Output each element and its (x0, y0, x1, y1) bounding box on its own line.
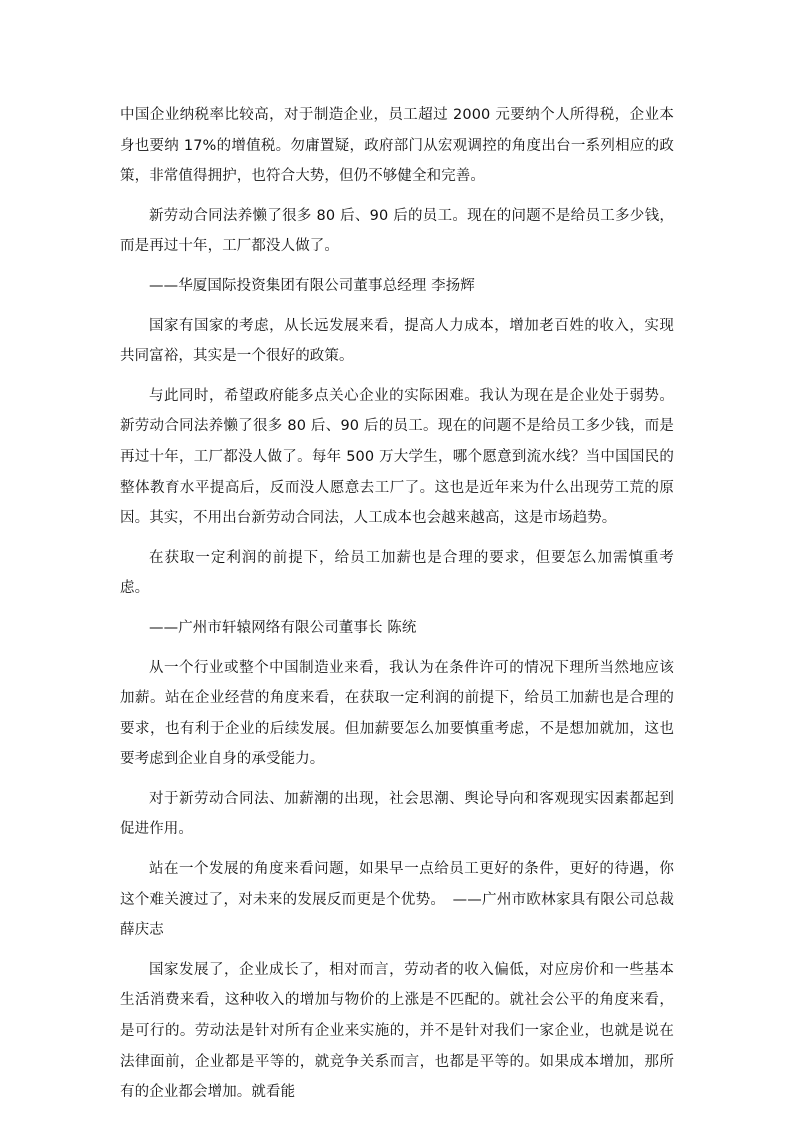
paragraph-social-factors: 对于新劳动合同法、加薪潮的出现，社会思潮、舆论导向和客观现实因素都起到促进作用。 (120, 790, 674, 838)
paragraph-development-view: 站在一个发展的角度来看问题，如果早一点给员工更好的条件，更好的待遇，你这个难关渡过了，对未来的发展反而更是个优势。 ——广州市欧林家具有限公司总裁 薛庆志 (120, 861, 674, 939)
paragraph-tax-rate: 中国企业纳税率比较高，对于制造企业，员工超过 2000 元要纳个人所得税，企业本身也要纳 17%的增值税。勿庸置疑，政府部门从宏观调控的角度出台一系列相应的政策，非常值得拥护，也符合大势，但仍不够健全和完善。 (120, 107, 674, 185)
paragraph-national-development: 国家发展了，企业成长了，相对而言，劳动者的收入偏低，对应房价和一些基本生活消费来看，这种收入的增加与物价的上涨是不匹配的。就社会公平的角度来看，是可行的。劳动法是针对所有企业来实施的，并不是针对我们一家企业，也就是说在法律面前，企业都是平等的，就竞争关系而言，也都是平等的。如果成本增加，那所有的企业都会增加。就看能 (120, 961, 674, 1101)
paragraph-enterprise-difficulty: 与此同时，希望政府能多点关心企业的实际困难。我认为现在是企业处于弱势。新劳动合同法养懒了很多 80 后、90 后的员工。现在的问题不是给员工多少钱，而是再过十年，工厂都没人做了。每年 500 万大学生，哪个愿意到流水线？当中国国民的整体教育水平提高后，反而没人愿意去工厂了。这也是近年来为什么出现劳工荒的原因。其实，不用出台新劳动合同法，人工成本也会越来越高，这是市场趋势。 (120, 387, 674, 527)
paragraph-labor-law-quote: 新劳动合同法养懒了很多 80 后、90 后的员工。现在的问题不是给员工多少钱，而是再过十年，工厂都没人做了。 (120, 207, 674, 255)
paragraph-industry-view: 从一个行业或整个中国制造业来看，我认为在条件许可的情况下理所当然地应该加薪。站在企业经营的角度来看，在获取一定利润的前提下，给员工加薪也是合理的要求，也有利于企业的后续发展。但加薪要怎么加要慎重考虑，不是想加就加，这也要考虑到企业自身的承受能力。 (120, 659, 674, 768)
paragraph-national-consideration: 国家有国家的考虑，从长远发展来看，提高人力成本，增加老百姓的收入，实现共同富裕，其实是一个很好的政策。 (120, 317, 674, 365)
document-page (120, 100, 674, 1117)
attribution-chen-tong: ——广州市轩辕网络有限公司董事长 陈统 (149, 619, 417, 636)
attribution-li-yanghui: ——华厦国际投资集团有限公司董事总经理 李扬辉 (149, 277, 475, 294)
paragraph-profit-premise: 在获取一定利润的前提下，给员工加薪也是合理的要求，但要怎么加需慎重考虑。 (120, 549, 674, 597)
